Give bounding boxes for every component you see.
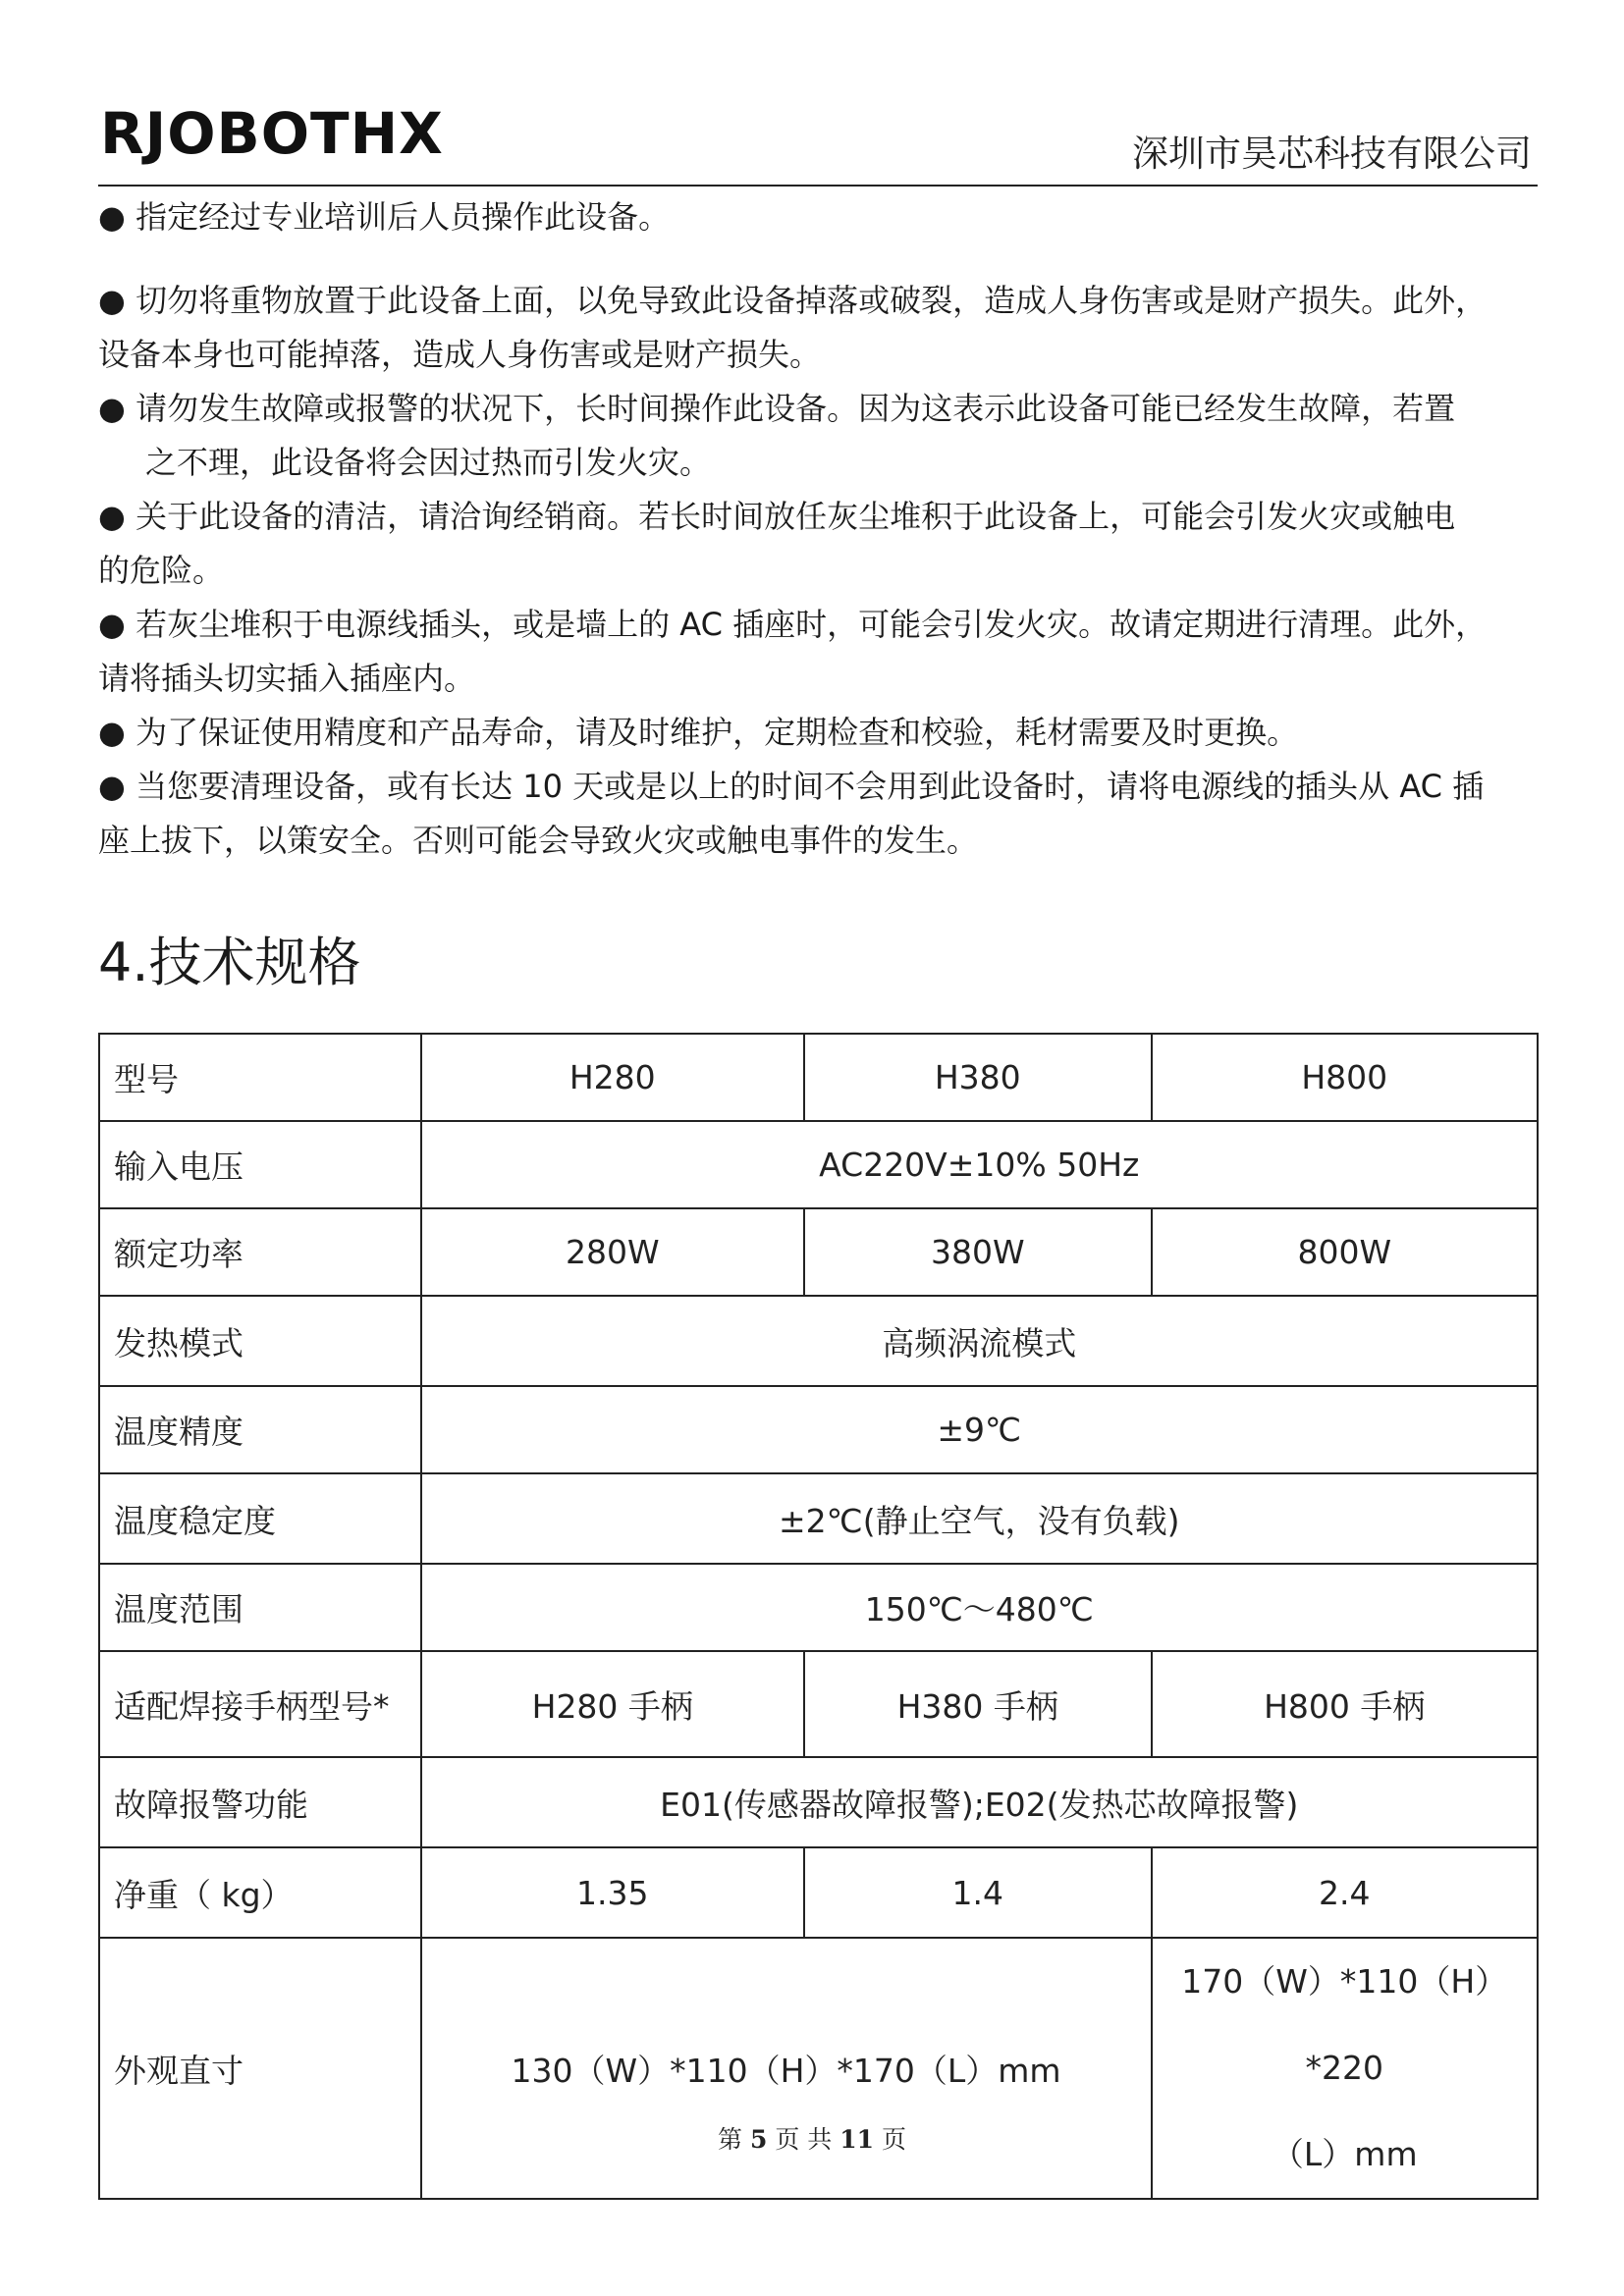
note-3-line1: ● 请勿发生故障或报警的状况下，长时间操作此设备。因为这表示此设备可能已经发生故障，若置 [98, 390, 1456, 427]
handle-label: 适配焊接手柄型号* [99, 1651, 421, 1757]
weight-h380: 1.4 [804, 1847, 1152, 1938]
power-h280: 280W [421, 1208, 804, 1296]
heating-label: 发热模式 [99, 1296, 421, 1386]
size-large-line2: （L）mm [1271, 2135, 1418, 2173]
power-label: 额定功率 [99, 1208, 421, 1296]
footer-page-number: 5 [749, 2125, 768, 2154]
stability-value: ±2℃(静止空气，没有负载) [421, 1473, 1538, 1564]
note-2-line1: ● 切勿将重物放置于此设备上面，以免导致此设备掉落或破裂，造成人身伤害或是财产损失。此外， [98, 282, 1488, 319]
stability-label: 温度稳定度 [99, 1473, 421, 1564]
weight-h280: 1.35 [421, 1847, 804, 1938]
note-4 [98, 490, 1542, 598]
accuracy-label: 温度精度 [99, 1386, 421, 1473]
size-label: 外观直寸 [99, 1938, 421, 2199]
note-3-line2: 之不理，此设备将会因过热而引发火灾。 [145, 444, 712, 481]
table-row [99, 1651, 1538, 1757]
table-row [99, 1473, 1538, 1564]
accuracy-value: ±9℃ [421, 1386, 1538, 1473]
range-value: 150℃～480℃ [421, 1564, 1538, 1651]
note-5-line2: 请将插头切实插入插座内。 [98, 660, 476, 697]
footer-prefix: 第 [718, 2125, 743, 2154]
table-row [99, 1296, 1538, 1386]
handle-h800: H800 手柄 [1152, 1651, 1538, 1757]
size-large-line1: 170（W）*110（H）*220 [1181, 1962, 1508, 2087]
voltage-label: 输入电压 [99, 1121, 421, 1208]
footer-middle: 页 共 [775, 2125, 833, 2154]
table-row [99, 1564, 1538, 1651]
model-h800: H800 [1152, 1034, 1538, 1121]
alarm-value: E01(传感器故障报警);E02(发热芯故障报警) [421, 1757, 1538, 1847]
safety-notes [98, 190, 1542, 868]
table-row [99, 1121, 1538, 1208]
company-name: 深圳市昊芯科技有限公司 [1132, 133, 1532, 175]
note-7-line2: 座上拔下，以策安全。否则可能会导致火灾或触电事件的发生。 [98, 822, 979, 859]
size-large-value [1152, 1938, 1538, 2199]
table-row [99, 1034, 1538, 1121]
note-6-line: ● 为了保证使用精度和产品寿命，请及时维护，定期检查和校验，耗材需要及时更换。 [98, 714, 1299, 751]
alarm-label: 故障报警功能 [99, 1757, 421, 1847]
note-1 [98, 190, 1542, 244]
table-row [99, 1208, 1538, 1296]
table-row [99, 1938, 1538, 2199]
note-5-line1: ● 若灰尘堆积于电源线插头，或是墙上的 AC 插座时，可能会引发火灾。故请定期进行清理。此外， [98, 606, 1488, 643]
weight-label: 净重（ kg） [99, 1847, 421, 1938]
voltage-value: AC220V±10% 50Hz [421, 1121, 1538, 1208]
note-7 [98, 760, 1542, 868]
size-small-value: 130（W）*110（H）*170（L）mm [421, 1938, 1152, 2199]
power-h380: 380W [804, 1208, 1152, 1296]
page-header [98, 94, 1538, 187]
model-h380: H380 [804, 1034, 1152, 1121]
page-footer [0, 2120, 1624, 2156]
handle-h380: H380 手柄 [804, 1651, 1152, 1757]
note-7-line1: ● 当您要清理设备，或有长达 10 天或是以上的时间不会用到此设备时，请将电源线的插头从 AC 插 [98, 768, 1485, 805]
table-row [99, 1847, 1538, 1938]
range-label: 温度范围 [99, 1564, 421, 1651]
power-h800: 800W [1152, 1208, 1538, 1296]
company-logo: RJOBOTHX [100, 100, 444, 167]
note-1-line: ● 指定经过专业培训后人员操作此设备。 [98, 198, 671, 236]
section-title: 4.技术规格 [98, 932, 361, 993]
note-2-line2: 设备本身也可能掉落，造成人身伤害或是财产损失。 [98, 336, 822, 373]
note-6 [98, 706, 1542, 760]
model-h280: H280 [421, 1034, 804, 1121]
footer-suffix: 页 [881, 2125, 906, 2154]
model-label: 型号 [99, 1034, 421, 1121]
note-4-line2: 的危险。 [98, 552, 225, 589]
handle-h280: H280 手柄 [421, 1651, 804, 1757]
weight-h800: 2.4 [1152, 1847, 1538, 1938]
note-4-line1: ● 关于此设备的清洁，请洽询经销商。若长时间放任灰尘堆积于此设备上，可能会引发火灾或触电 [98, 498, 1456, 535]
note-2 [98, 274, 1542, 382]
spec-table [98, 1033, 1539, 2200]
note-3 [98, 382, 1542, 490]
table-row [99, 1386, 1538, 1473]
note-5 [98, 598, 1542, 706]
footer-page-total: 11 [839, 2125, 875, 2154]
heating-value: 高频涡流模式 [421, 1296, 1538, 1386]
table-row [99, 1757, 1538, 1847]
